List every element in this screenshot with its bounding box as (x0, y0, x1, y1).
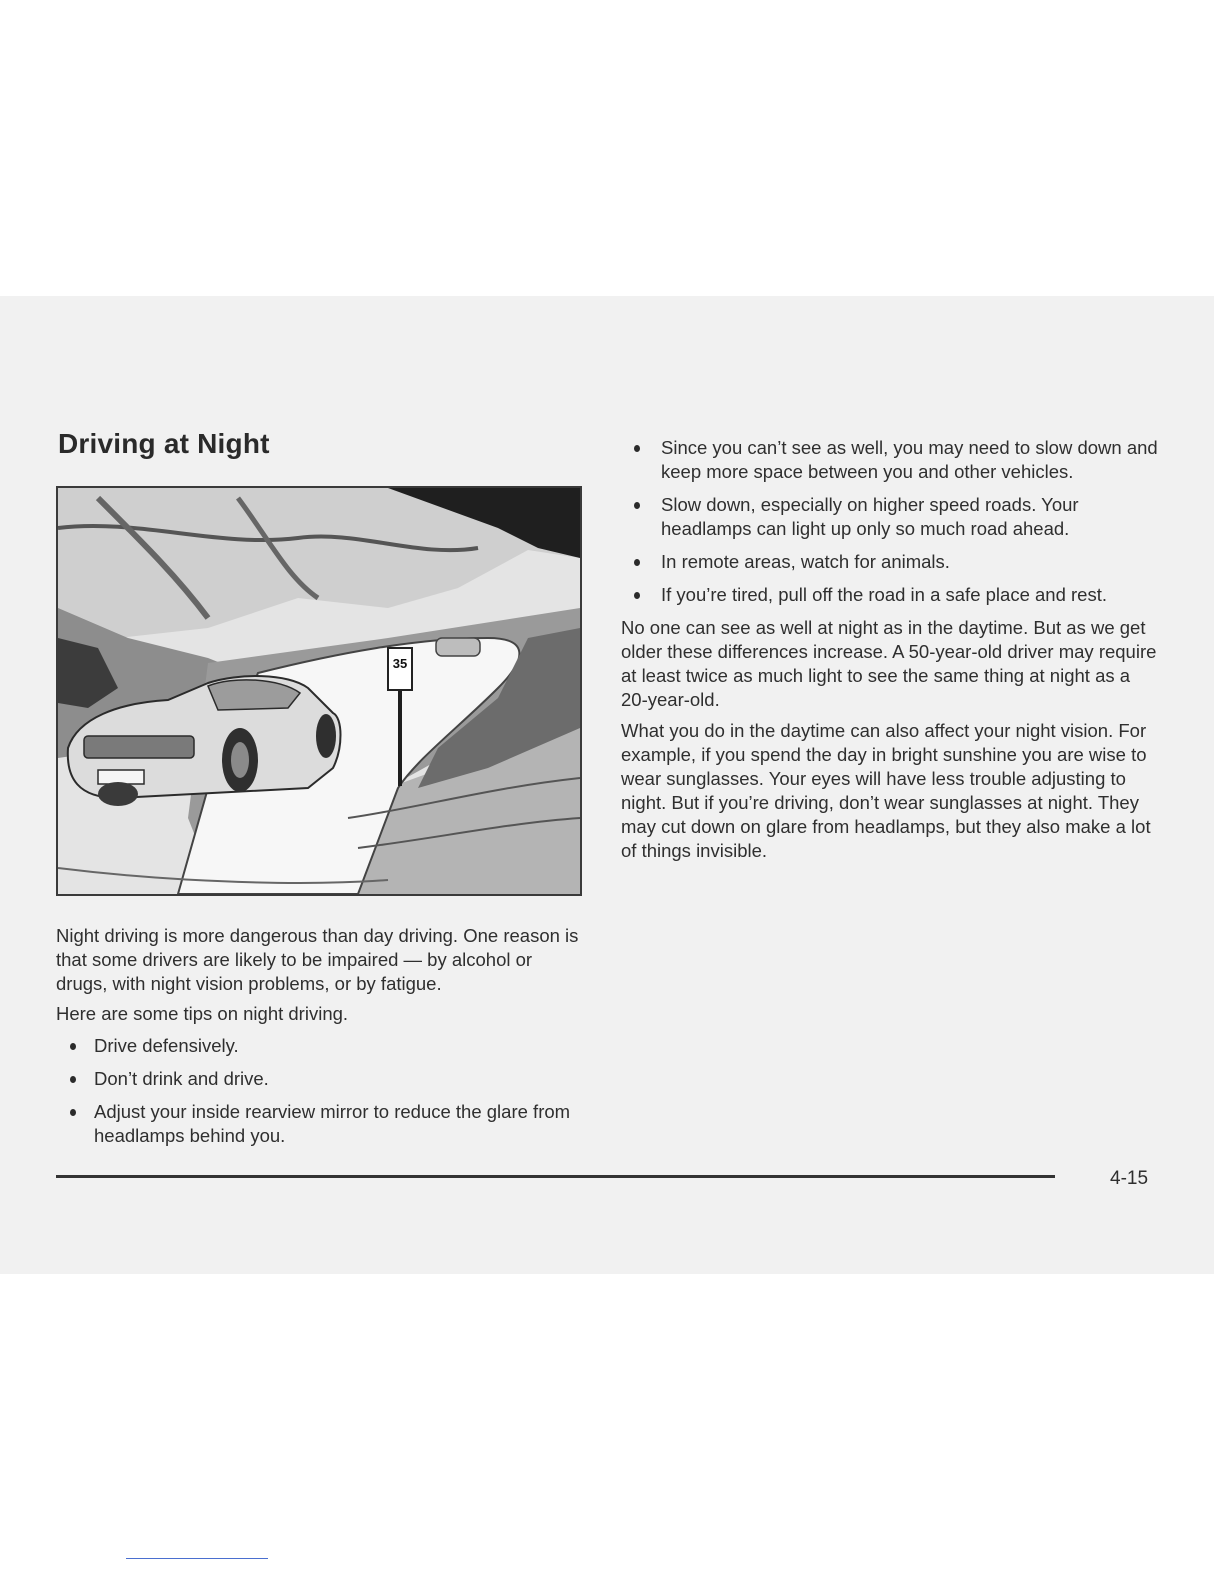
list-item-text: Adjust your inside rearview mirror to reduce the glare from headlamps behind you. (94, 1101, 571, 1146)
list-item-text: If you’re tired, pull off the road in a safe place and rest. (661, 584, 1107, 605)
list-item-text: Slow down, especially on higher speed roads. Your headlamps can light up only so much road ahead. (661, 494, 1079, 539)
page-title: Driving at Night (58, 428, 270, 459)
right-column (621, 436, 1161, 870)
speed-sign-text: 35 (392, 656, 408, 671)
bullet-icon (634, 502, 640, 509)
list-item (56, 1034, 586, 1058)
tips-intro: Here are some tips on night driving. (56, 1003, 349, 1024)
right-tip-list (621, 436, 1161, 607)
decorative-line (126, 1558, 268, 1559)
list-item (56, 1100, 586, 1148)
list-item (621, 436, 1161, 484)
list-item (621, 550, 1161, 574)
list-item (56, 1067, 586, 1091)
bullet-icon (70, 1076, 76, 1083)
left-tip-list (56, 1034, 586, 1148)
list-item (621, 493, 1161, 541)
bullet-icon (634, 445, 640, 452)
bullet-icon (70, 1043, 76, 1050)
bullet-icon (634, 559, 640, 566)
night-driving-illustration (56, 486, 582, 896)
left-column (56, 924, 586, 1157)
page-number: 4-15 (1110, 1168, 1149, 1189)
list-item-text: Drive defensively. (94, 1035, 239, 1056)
list-item-text: Don’t drink and drive. (94, 1068, 269, 1089)
list-item-text: In remote areas, watch for animals. (661, 551, 950, 572)
list-item (621, 583, 1161, 607)
age-vision-paragraph: No one can see as well at night as in the daytime. But as we get older these differences increase. A 50-year-old driver may require at least twice as much light to see the same thing at night as a 20-year-old. (621, 617, 1157, 710)
bullet-icon (70, 1109, 76, 1116)
footer-rule (56, 1175, 1055, 1178)
intro-paragraph: Night driving is more dangerous than day driving. One reason is that some drivers are likely to be impaired — by alcohol or drugs, with night vision problems, or by fatigue. (56, 925, 579, 994)
bullet-icon (634, 592, 640, 599)
list-item-text: Since you can’t see as well, you may need to slow down and keep more space between you and other vehicles. (661, 437, 1158, 482)
daytime-effect-paragraph: What you do in the daytime can also affect your night vision. For example, if you spend the day in bright sunshine you are wise to wear sunglasses. Your eyes will have less trouble adjusting to night. But if you’re driving, don’t wear sunglasses at night. They may cut down on glare from headlamps, but they also make a lot of things invisible. (621, 720, 1151, 861)
